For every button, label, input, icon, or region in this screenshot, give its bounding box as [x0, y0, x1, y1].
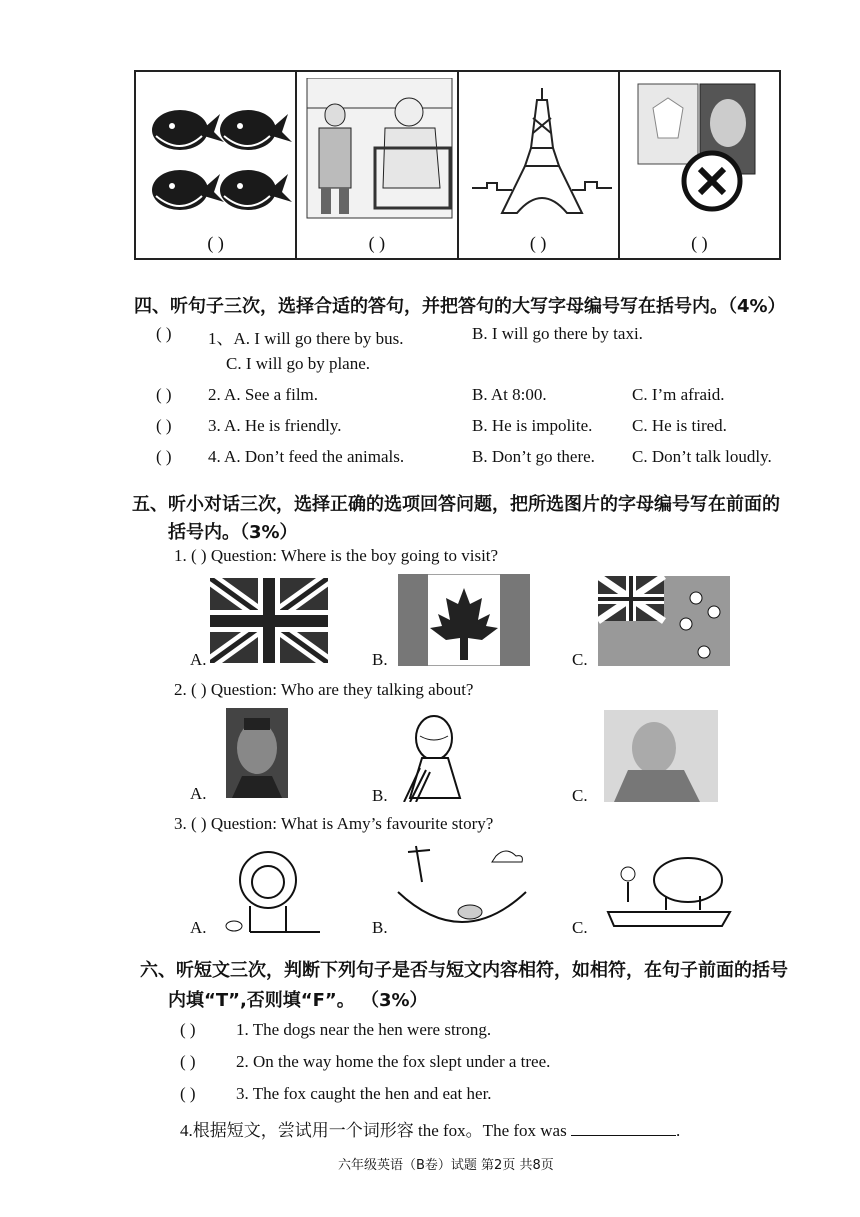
option-b: B. At 8:00.: [472, 385, 547, 404]
eiffel-tower-icon: [467, 78, 617, 218]
option-b: B. I will go there by taxi.: [472, 324, 643, 343]
answer-paren[interactable]: ( ): [156, 416, 172, 435]
canada-flag-icon: [398, 574, 530, 666]
scientist-with-rice-icon: [400, 708, 466, 802]
option-c: C. He is tired.: [632, 416, 727, 435]
tortoise-story-icon: [396, 842, 528, 934]
picture-cell-eiffel: [459, 72, 620, 258]
option-label-c: C.: [572, 786, 588, 805]
answer-paren[interactable]: ( ): [156, 324, 172, 343]
option-a: 2. A. See a film.: [208, 385, 319, 404]
option-b: B. He is impolite.: [472, 416, 593, 435]
weighing-elephant-icon: [604, 846, 734, 934]
answer-paren[interactable]: ( ): [207, 233, 224, 253]
option-c: C. I’m afraid.: [632, 385, 725, 404]
no-photo-icon: [628, 78, 778, 218]
option-a: 1、A. I will go there by bus.: [208, 329, 404, 348]
answer-paren[interactable]: ( ): [156, 385, 172, 404]
answer-paren[interactable]: ( ): [368, 233, 386, 253]
portrait-man-icon: [226, 708, 288, 798]
option-b: B. Don’t go there.: [472, 447, 595, 466]
page-footer: 六年级英语（B卷）试题 第2页 共8页: [338, 1158, 554, 1173]
answer-blank[interactable]: [571, 1121, 676, 1136]
question-2: 2. ( ) Question: Who are they talking about?: [174, 680, 474, 699]
option-label-b: B.: [372, 650, 388, 669]
picture-row: [134, 70, 781, 260]
option-label-c: C.: [572, 918, 588, 937]
option-label-a: A.: [190, 650, 207, 669]
option-label-b: B.: [372, 786, 388, 805]
new-zealand-flag-icon: [598, 576, 730, 666]
question-4-suffix: .: [675, 1121, 681, 1140]
four-whales-icon: [144, 78, 294, 218]
section5-title-line1: 五、听小对话三次，选择正确的选项回答问题，把所选图片的字母编号写在前面的: [132, 494, 780, 515]
answer-paren[interactable]: ( ): [180, 1084, 196, 1103]
question-4-prefix: 4.根据短文，尝试用一个词形容 the fox。The fox was: [180, 1121, 567, 1140]
answer-paren[interactable]: ( ): [156, 447, 172, 466]
option-label-c: C.: [572, 650, 588, 669]
statement-1: 1. The dogs near the hen were strong.: [236, 1020, 492, 1039]
picture-cell-whales: [136, 72, 297, 258]
option-c: C. I will go by plane.: [226, 354, 371, 373]
option-label-a: A.: [190, 918, 207, 937]
section4-title: 四、听句子三次，选择合适的答句，并把答句的大写字母编号写在括号内。（4%）: [134, 296, 786, 317]
answer-paren[interactable]: ( ): [529, 233, 547, 253]
picture-cell-bus: [297, 72, 458, 258]
section5-title-line2: 括号内。（3%）: [168, 522, 298, 543]
question-1: 1. ( ) Question: Where is the boy going to visit?: [174, 546, 499, 565]
man-photo-icon: [604, 710, 718, 802]
question-4: [180, 1116, 680, 1141]
picture-cell-no-photo: [620, 72, 779, 258]
option-a: 3. A. He is friendly.: [208, 416, 342, 435]
lion-and-mouse-icon: [220, 846, 330, 936]
section6-title-line1: 六、听短文三次，判断下列句子是否与短文内容相符，如相符，在句子前面的括号: [140, 960, 788, 981]
question-3: 3. ( ) Question: What is Amy’s favourite story?: [174, 814, 494, 833]
answer-paren[interactable]: ( ): [180, 1052, 196, 1071]
option-label-b: B.: [372, 918, 388, 937]
section6-title-line2: 内填“T”,否则填“F”。 （3%）: [168, 990, 428, 1011]
girl-and-old-woman-on-bus-icon: [305, 78, 455, 228]
option-label-a: A.: [190, 784, 207, 803]
answer-paren[interactable]: ( ): [691, 233, 708, 253]
statement-3: 3. The fox caught the hen and eat her.: [236, 1084, 492, 1103]
answer-paren[interactable]: ( ): [180, 1020, 196, 1039]
option-c: C. Don’t talk loudly.: [632, 447, 772, 466]
uk-flag-icon: [210, 578, 328, 663]
option-a: 4. A. Don’t feed the animals.: [208, 447, 405, 466]
statement-2: 2. On the way home the fox slept under a tree.: [236, 1052, 551, 1071]
